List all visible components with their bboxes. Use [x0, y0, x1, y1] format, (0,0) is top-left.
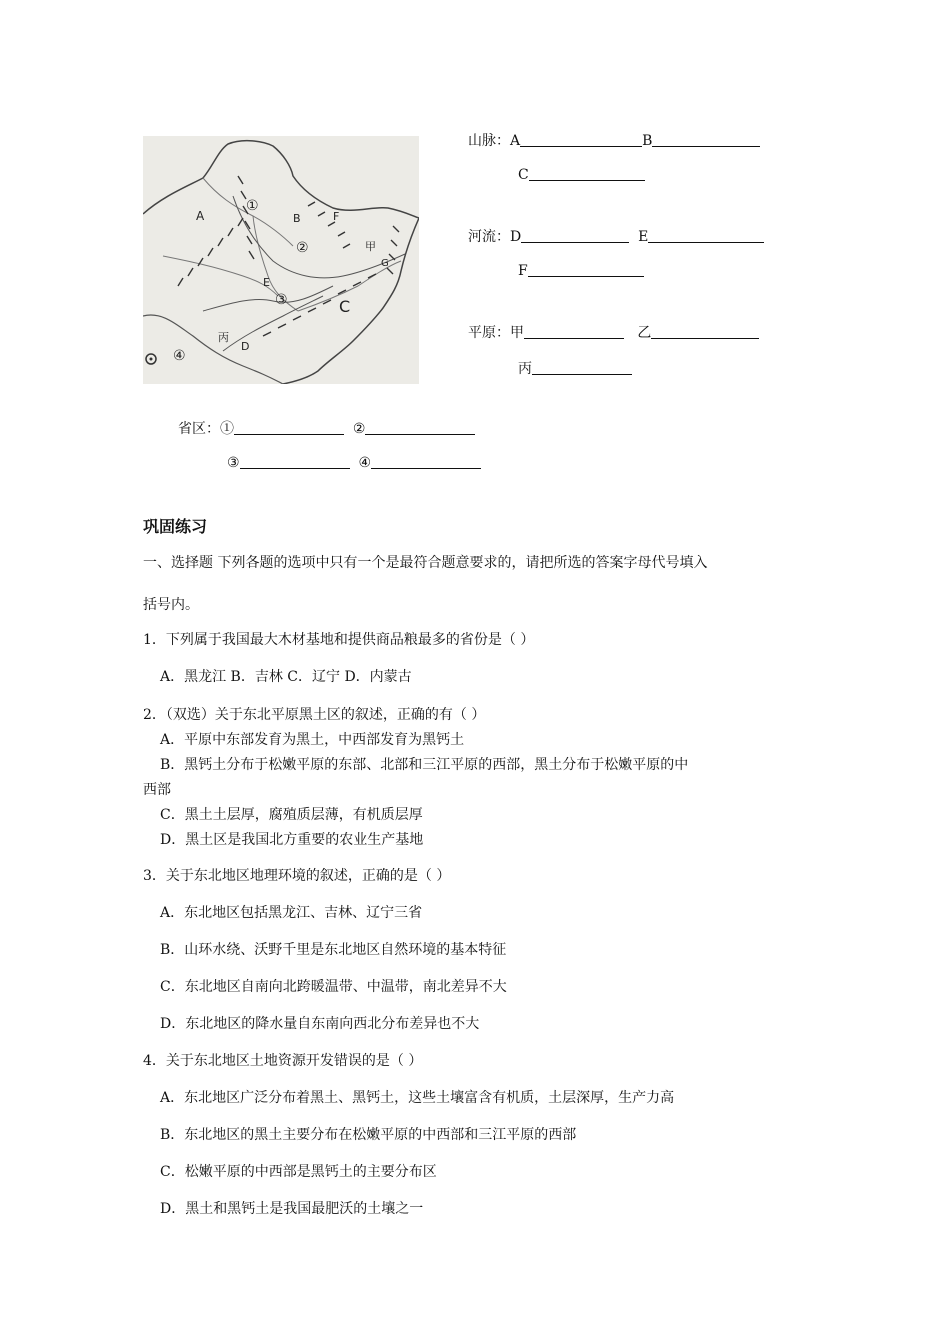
question-1-options: A．黑龙江 B．吉林 C．辽宁 D．内蒙古 — [160, 669, 412, 685]
question-1-stem: 1．下列属于我国最大木材基地和提供商品粮最多的省份是（ ） — [143, 632, 535, 648]
river-f-blank[interactable] — [528, 262, 644, 277]
section-title: 巩固练习 — [143, 517, 208, 536]
question-3-option-b: B．山环水绕、沃野千里是东北地区自然环境的基本特征 — [160, 942, 507, 958]
question-4-option-c: C．松嫩平原的中西部是黑钙土的主要分布区 — [160, 1164, 437, 1180]
province-3-blank[interactable] — [240, 454, 350, 469]
rivers-row-1 — [468, 226, 764, 246]
map-label-mountain-b: B — [293, 212, 301, 225]
question-2-stem: 2．（双选）关于东北平原黑土区的叙述，正确的有（ ） — [143, 707, 486, 723]
plains-row-1 — [468, 322, 759, 342]
province-2-blank[interactable] — [365, 420, 475, 435]
map-label-province-4: ④ — [173, 348, 186, 364]
plain-jia-label: 甲 — [510, 325, 524, 341]
river-e-label: E — [638, 229, 649, 245]
province-4-blank[interactable] — [371, 454, 481, 469]
map-label-mark-g: G — [381, 258, 389, 269]
question-4-stem: 4．关于东北地区土地资源开发错误的是（ ） — [143, 1053, 423, 1069]
river-f-label: F — [518, 263, 528, 279]
map-label-mountain-c: C — [339, 297, 351, 316]
mountain-c-label: C — [518, 167, 529, 183]
plain-bing-label: 丙 — [518, 361, 532, 377]
provinces-row-1 — [178, 418, 475, 438]
province-3-label: ③ — [227, 455, 240, 471]
rivers-row-2 — [518, 262, 644, 279]
question-2-option-b: B．黑钙土分布于松嫩平原的东部、北部和三江平原的西部，黑土分布于松嫩平原的中 — [160, 757, 689, 773]
question-2-option-b-cont: 西部 — [143, 782, 171, 798]
question-3-option-a: A．东北地区包括黑龙江、吉林、辽宁三省 — [160, 905, 423, 921]
plains-row-2 — [518, 358, 632, 378]
rivers-label: 河流： — [468, 229, 510, 245]
map-label-province-2: ② — [296, 240, 309, 256]
plain-yi-label: 乙 — [637, 325, 652, 341]
province-1-label: ① — [220, 421, 234, 437]
mountains-row-1 — [468, 130, 760, 150]
question-4-option-a: A．东北地区广泛分布着黑土、黑钙土，这些土壤富含有机质，土层深厚，生产力高 — [160, 1090, 675, 1106]
question-4-option-d: D．黑土和黑钙土是我国最肥沃的土壤之一 — [160, 1201, 424, 1217]
river-e-blank[interactable] — [648, 228, 764, 243]
map-label-river-d: D — [241, 340, 250, 353]
province-1-blank[interactable] — [234, 420, 344, 435]
province-4-label: ④ — [358, 455, 372, 471]
plains-label: 平原： — [468, 325, 510, 341]
map-label-province-1: ① — [246, 198, 259, 214]
mountain-a-label: A — [510, 133, 521, 149]
province-2-label: ② — [352, 421, 366, 437]
mountain-c-blank[interactable] — [529, 166, 645, 181]
plain-bing-blank[interactable] — [532, 360, 632, 375]
question-3-stem: 3．关于东北地区地理环境的叙述，正确的是（ ） — [143, 868, 451, 884]
northeast-china-map — [143, 136, 419, 384]
map-label-plain-jia: 甲 — [365, 240, 376, 253]
provinces-label: 省区： — [178, 421, 220, 437]
mountain-b-label: B — [642, 133, 653, 149]
map-label-mountain-a: A — [196, 209, 205, 223]
plain-yi-blank[interactable] — [651, 324, 759, 339]
provinces-row-2 — [227, 454, 481, 471]
question-2-option-d: D．黑土区是我国北方重要的农业生产基地 — [160, 832, 424, 848]
intro-line-1: 一、选择题 下列各题的选项中只有一个是最符合题意要求的，请把所选的答案字母代号填入 — [143, 555, 708, 571]
question-2-option-c: C．黑土土层厚，腐殖质层薄，有机质层厚 — [160, 807, 423, 823]
intro-line-2: 括号内。 — [143, 597, 199, 613]
map-label-river-f: F — [333, 210, 340, 223]
river-d-label: D — [510, 229, 522, 245]
question-2-option-a: A．平原中东部发育为黑土，中西部发育为黑钙土 — [160, 732, 465, 748]
plain-jia-blank[interactable] — [524, 324, 624, 339]
question-3-option-c: C．东北地区自南向北跨暖温带、中温带，南北差异不大 — [160, 979, 507, 995]
map-label-plain-bing: 丙 — [218, 331, 229, 344]
map-label-river-e: E — [263, 276, 270, 289]
river-d-blank[interactable] — [521, 228, 629, 243]
question-3-option-d: D．东北地区的降水量自东南向西北分布差异也不大 — [160, 1016, 480, 1032]
map-label-province-3: ③ — [275, 292, 288, 308]
mountains-row-2 — [518, 166, 645, 183]
question-4-option-b: B．东北地区的黑土主要分布在松嫩平原的中西部和三江平原的西部 — [160, 1127, 577, 1143]
mountain-b-blank[interactable] — [652, 132, 760, 147]
mountain-a-blank[interactable] — [520, 132, 642, 147]
mountains-label: 山脉： — [468, 133, 510, 149]
